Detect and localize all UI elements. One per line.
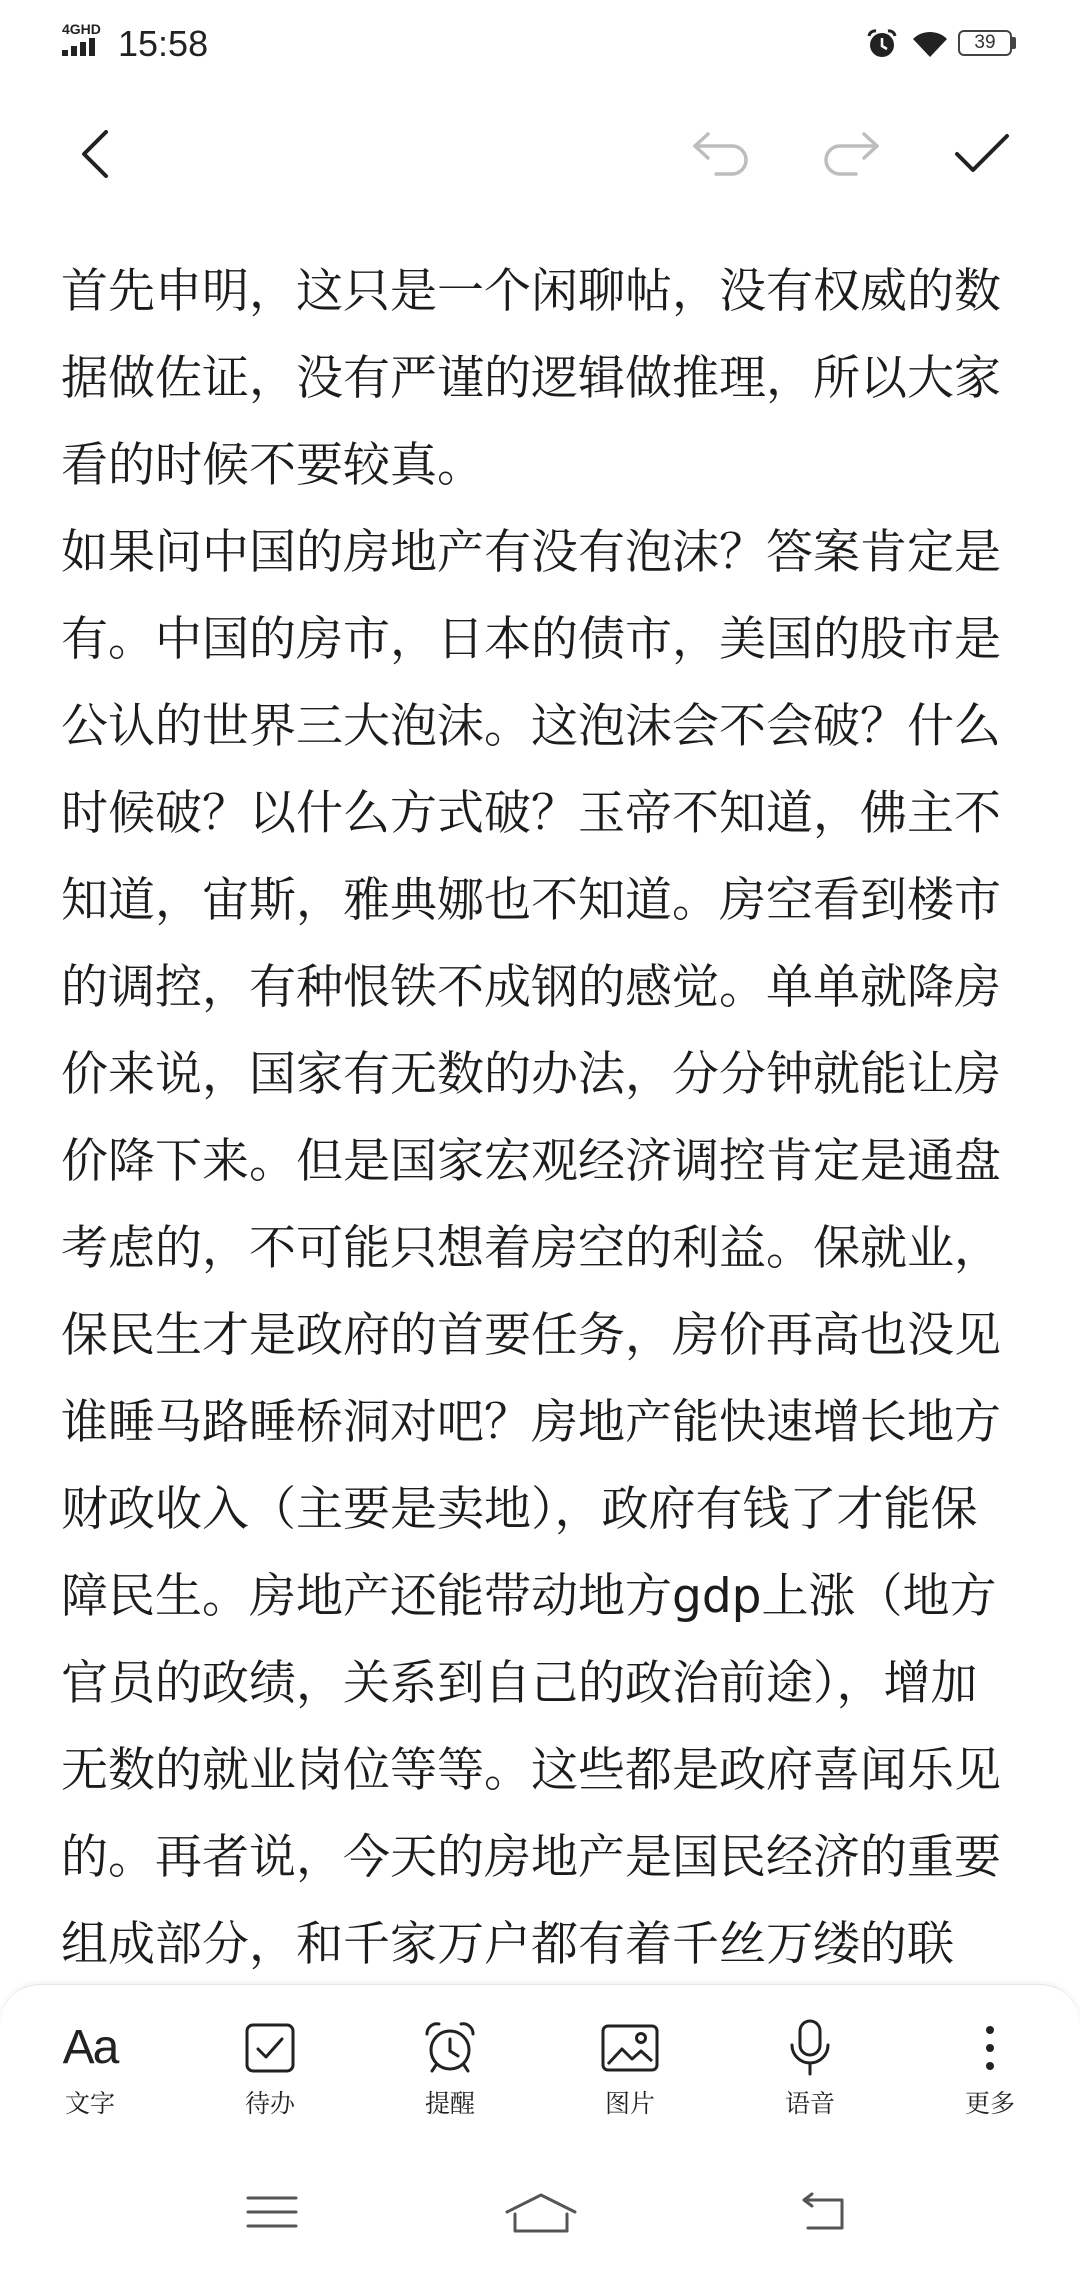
note-line: 公认的世界三大泡沫。这泡沫会不会破？什么 <box>61 699 1001 754</box>
note-line: 的。再者说，今天的房地产是国民经济的重要 <box>61 1830 1001 1885</box>
note-line: 如果问中国的房地产有没有泡沫？答案肯定是 <box>61 525 1001 580</box>
undo-button[interactable] <box>690 130 752 178</box>
image-label: 图片 <box>604 2089 655 2118</box>
alarm-icon <box>866 28 898 60</box>
save-button[interactable] <box>952 130 1012 178</box>
system-nav-bar <box>0 2152 1080 2280</box>
editor-top-bar <box>0 100 1080 208</box>
image-button[interactable] <box>540 1985 720 2153</box>
network-type: 4GHD <box>62 21 101 37</box>
note-line: 的调控，有种恨铁不成钢的感觉。单单就降房 <box>61 960 1001 1015</box>
status-bar <box>0 0 1080 88</box>
note-line: 考虑的，不可能只想着房空的利益。保就业， <box>61 1221 1001 1276</box>
signal-icon <box>62 38 102 56</box>
alarm-clock-icon <box>421 2018 479 2078</box>
home-button[interactable] <box>503 2190 579 2236</box>
todo-button[interactable] <box>180 1985 360 2153</box>
note-line: 官员的政绩，关系到自己的政治前途），增加 <box>61 1656 978 1711</box>
redo-icon <box>820 130 882 178</box>
todo-label: 待办 <box>244 2089 295 2118</box>
note-line: 价降下来。但是国家宏观经济调控肯定是通盘 <box>61 1134 1001 1189</box>
recent-apps-button[interactable] <box>245 2190 299 2234</box>
note-line: 组成部分，和千家万户都有着千丝万缕的联 <box>61 1917 954 1972</box>
system-back-button[interactable] <box>798 2190 850 2234</box>
undo-icon <box>690 130 752 178</box>
voice-button[interactable] <box>720 1985 900 2153</box>
note-line: 价来说，国家有无数的办法，分分钟就能让房 <box>61 1047 1001 1102</box>
microphone-icon <box>787 2018 833 2078</box>
clock-time: 15:58 <box>118 23 209 64</box>
note-line: 保民生才是政府的首要任务，房价再高也没见 <box>61 1308 1001 1363</box>
checkbox-icon <box>244 2018 296 2078</box>
battery-nub <box>1012 37 1016 49</box>
note-line: 谁睡马路睡桥洞对吧？房地产能快速增长地方 <box>61 1395 1001 1450</box>
more-label: 更多 <box>964 2089 1015 2118</box>
note-line: 据做佐证，没有严谨的逻辑做推理，所以大家 <box>61 351 1001 406</box>
redo-button[interactable] <box>820 130 882 178</box>
note-line: 时候破？以什么方式破？玉帝不知道，佛主不 <box>61 786 1001 841</box>
voice-label: 语音 <box>784 2089 835 2118</box>
editor-toolbar <box>0 1984 1080 2152</box>
note-line: 财政收入（主要是卖地），政府有钱了才能保 <box>61 1482 978 1537</box>
menu-icon <box>245 2190 299 2234</box>
text-format-icon <box>63 2018 118 2078</box>
back-button[interactable] <box>78 126 112 182</box>
note-line: 首先申明，这只是一个闲聊帖，没有权威的数 <box>61 264 1001 319</box>
text-format-glyph: Aa <box>62 2021 118 2074</box>
note-line: 看的时候不要较真。 <box>61 438 484 493</box>
reminder-button[interactable] <box>360 1985 540 2153</box>
note-line: 无数的就业岗位等等。这些都是政府喜闻乐见 <box>61 1743 1001 1798</box>
reminder-label: 提醒 <box>424 2089 475 2118</box>
chevron-left-icon <box>78 126 112 182</box>
more-vertical-icon <box>983 2018 997 2078</box>
image-icon <box>600 2018 660 2078</box>
back-icon <box>798 2190 850 2234</box>
battery-icon: 39 <box>958 30 1012 56</box>
check-icon <box>952 130 1012 178</box>
note-line: 障民生。房地产还能带动地方gdp上涨（地方 <box>61 1569 997 1624</box>
note-line: 有。中国的房市，日本的债市，美国的股市是 <box>61 612 1001 667</box>
text-format-button[interactable] <box>0 1985 180 2153</box>
text-format-label: 文字 <box>64 2089 115 2118</box>
note-line: 知道，宙斯，雅典娜也不知道。房空看到楼市 <box>61 873 1001 928</box>
wifi-icon <box>912 30 948 58</box>
more-button[interactable] <box>900 1985 1080 2153</box>
home-icon <box>503 2190 579 2236</box>
note-editor[interactable] <box>61 248 1023 1984</box>
